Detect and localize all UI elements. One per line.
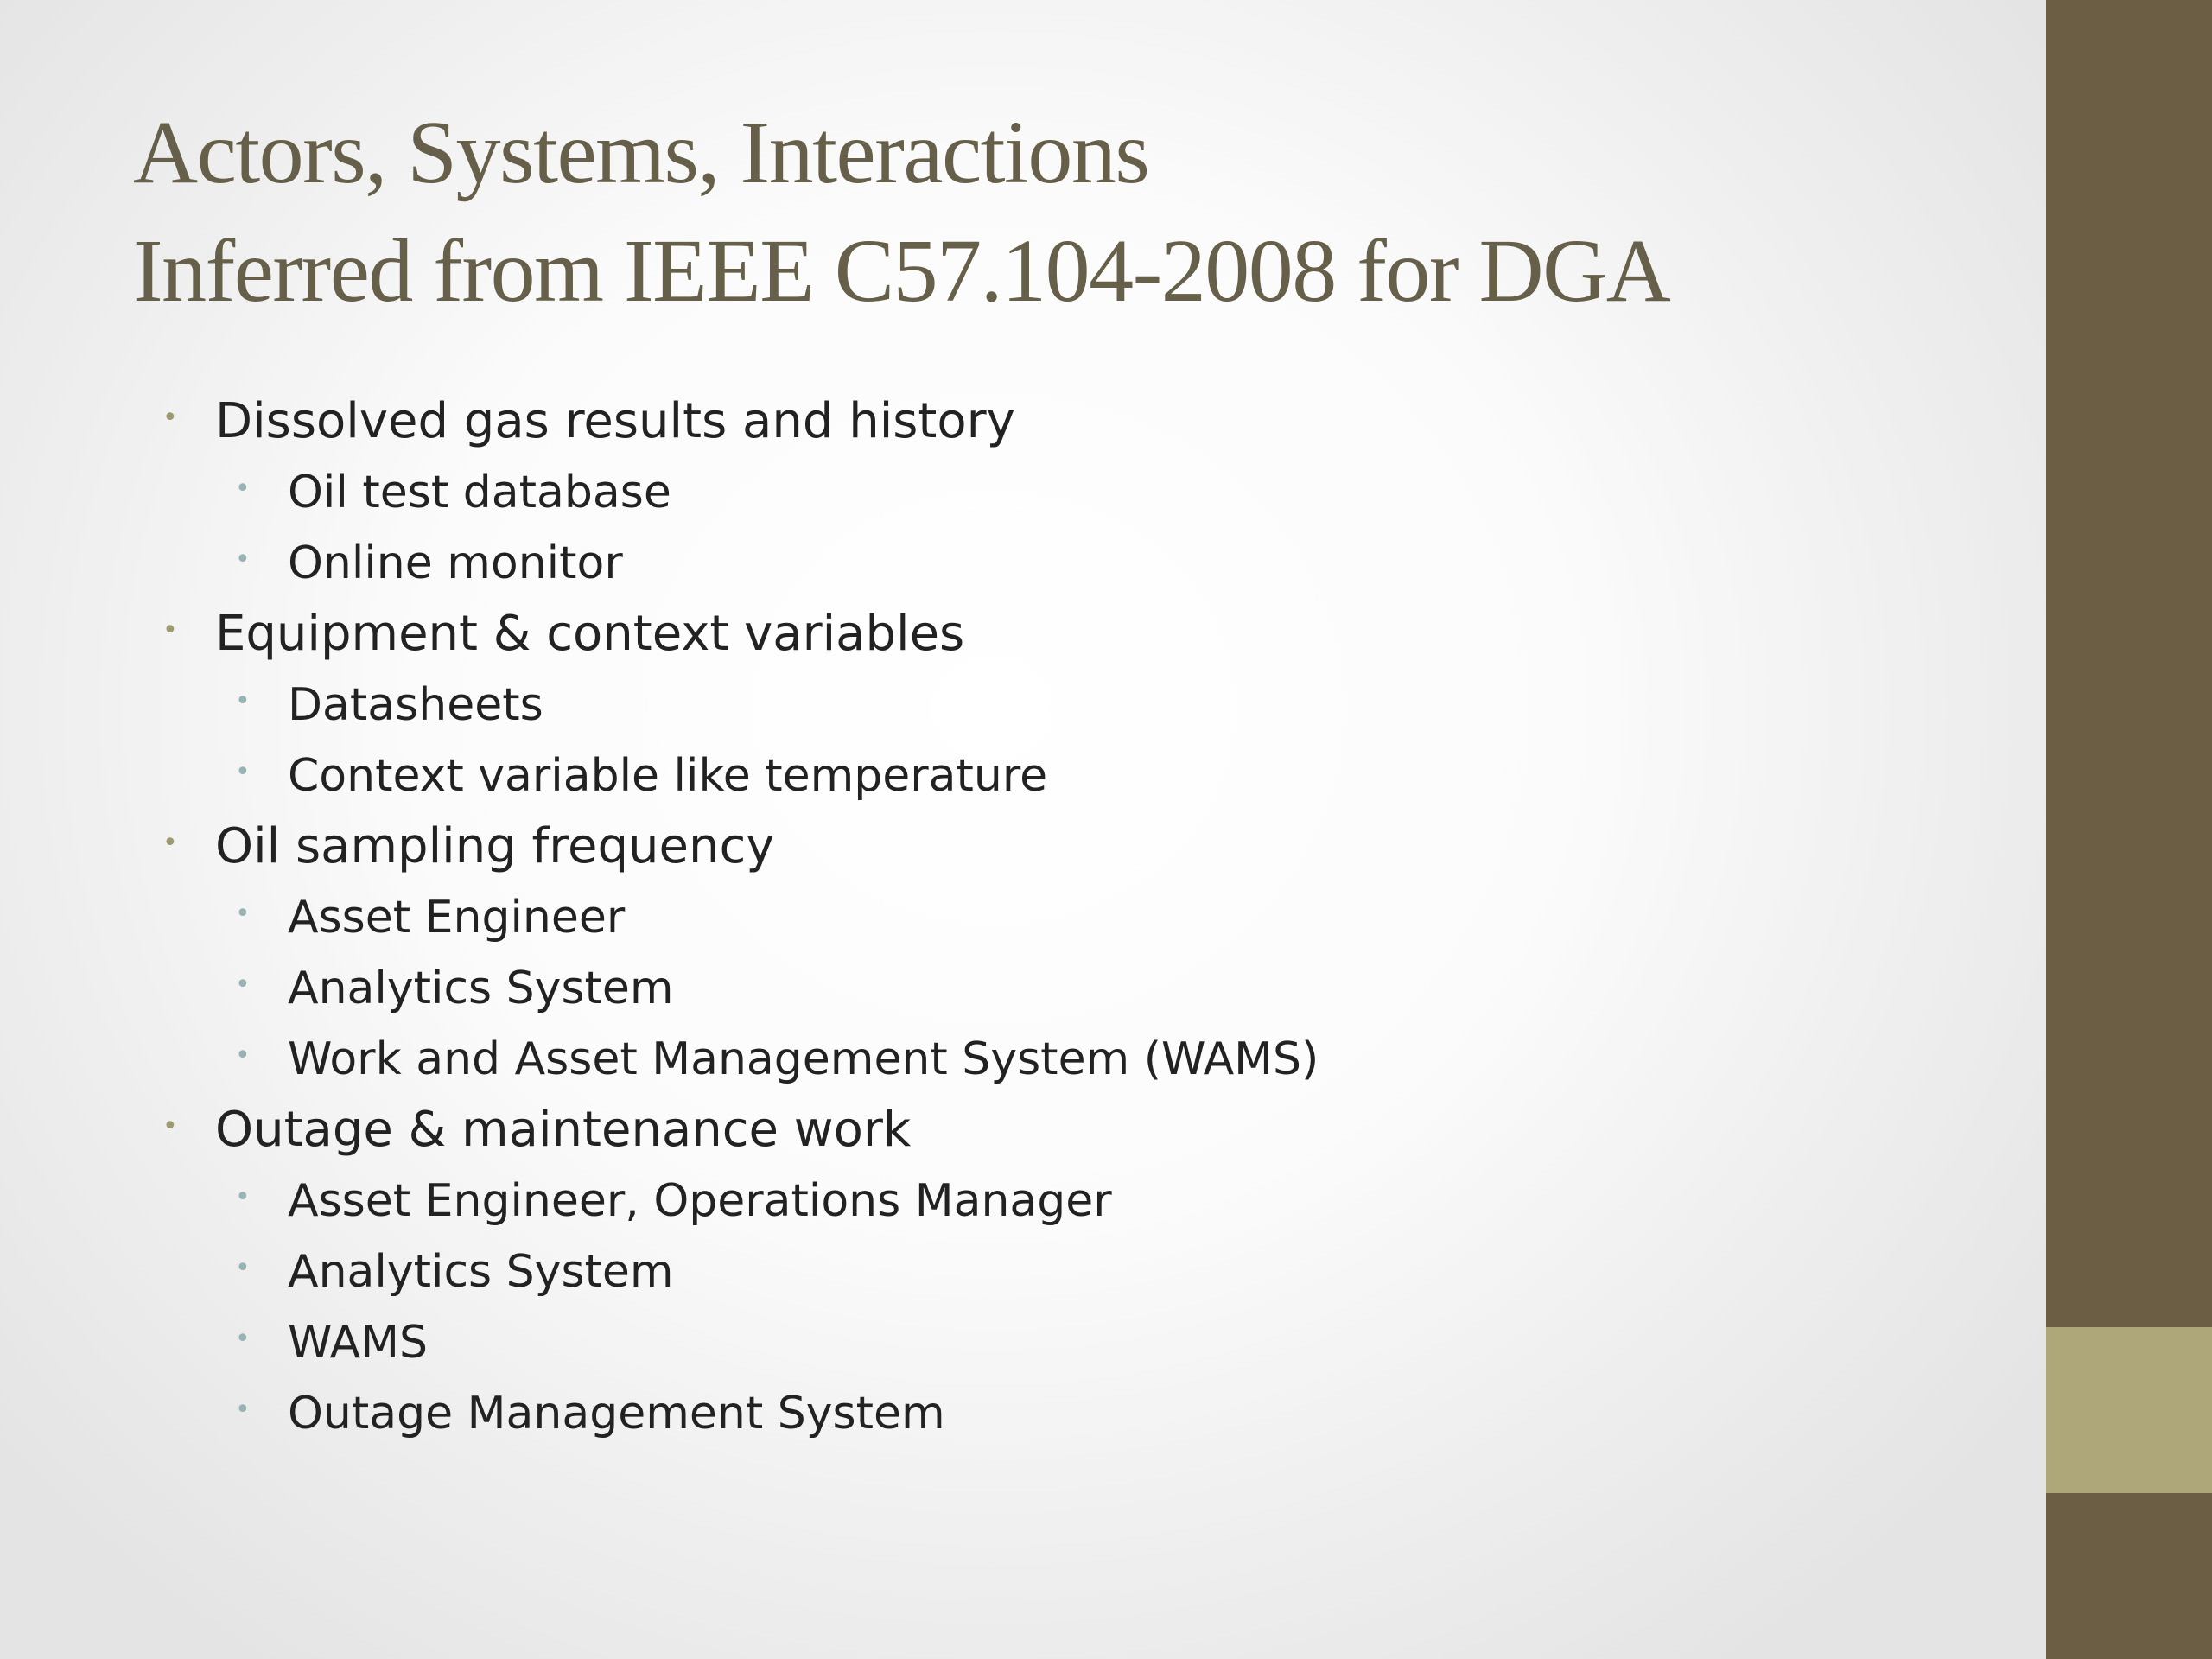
sub-bullet-text: Asset Engineer, Operations Manager <box>288 1175 1112 1227</box>
bullet-item <box>0 811 1987 882</box>
bullet-list <box>0 386 1987 1449</box>
sub-bullet-text: WAMS <box>288 1317 429 1369</box>
bullet-text: Oil sampling frequency <box>215 818 775 874</box>
bullet-icon: • <box>235 1040 251 1071</box>
bullet-icon: • <box>235 899 251 929</box>
sub-bullet-item <box>0 1236 1987 1307</box>
sub-bullet-text: Analytics System <box>288 1246 674 1298</box>
bullet-text: Dissolved gas results and history <box>215 393 1015 449</box>
bullet-icon: • <box>235 1253 251 1283</box>
sub-bullet-text: Analytics System <box>288 963 674 1014</box>
bullet-item <box>0 386 1987 457</box>
sub-bullet-text: Work and Asset Management System (WAMS) <box>288 1033 1319 1085</box>
bullet-icon: • <box>162 403 178 433</box>
sub-bullet-text: Context variable like temperature <box>288 750 1048 802</box>
sub-bullet-text: Datasheets <box>288 679 543 731</box>
bullet-text: Equipment & context variables <box>215 606 965 662</box>
bullet-icon: • <box>162 1111 178 1141</box>
sub-bullet-text: Online monitor <box>288 537 623 589</box>
slide-title <box>133 93 1991 330</box>
sub-bullet-item <box>0 1024 1987 1095</box>
slide-title-line-2: Inferred from IEEE C57.104-2008 for DGA <box>133 221 1670 321</box>
sub-bullet-item <box>0 1307 1987 1378</box>
slide-title-line-1: Actors, Systems, Interactions <box>133 103 1149 202</box>
side-decoration-accent <box>2046 1327 2212 1493</box>
sub-bullet-text: Asset Engineer <box>288 892 626 944</box>
sub-bullet-item <box>0 882 1987 953</box>
sub-bullet-item <box>0 1378 1987 1449</box>
bullet-icon: • <box>235 686 251 716</box>
sub-bullet-item <box>0 457 1987 528</box>
bullet-icon: • <box>235 1395 251 1425</box>
bullet-icon: • <box>162 615 178 645</box>
bullet-text: Outage & maintenance work <box>215 1102 912 1158</box>
sub-bullet-item <box>0 670 1987 741</box>
sub-bullet-text: Oil test database <box>288 467 671 518</box>
bullet-icon: • <box>235 474 251 504</box>
bullet-icon: • <box>235 544 251 575</box>
sub-bullet-text: Outage Management System <box>288 1388 945 1440</box>
bullet-icon: • <box>162 828 178 858</box>
bullet-icon: • <box>235 757 251 787</box>
sub-bullet-item <box>0 1166 1987 1236</box>
bullet-item <box>0 1095 1987 1166</box>
bullet-icon: • <box>235 1182 251 1212</box>
bullet-icon: • <box>235 969 251 1000</box>
bullet-item <box>0 599 1987 670</box>
sub-bullet-item <box>0 741 1987 811</box>
sub-bullet-item <box>0 953 1987 1024</box>
sub-bullet-item <box>0 528 1987 599</box>
bullet-icon: • <box>235 1324 251 1354</box>
